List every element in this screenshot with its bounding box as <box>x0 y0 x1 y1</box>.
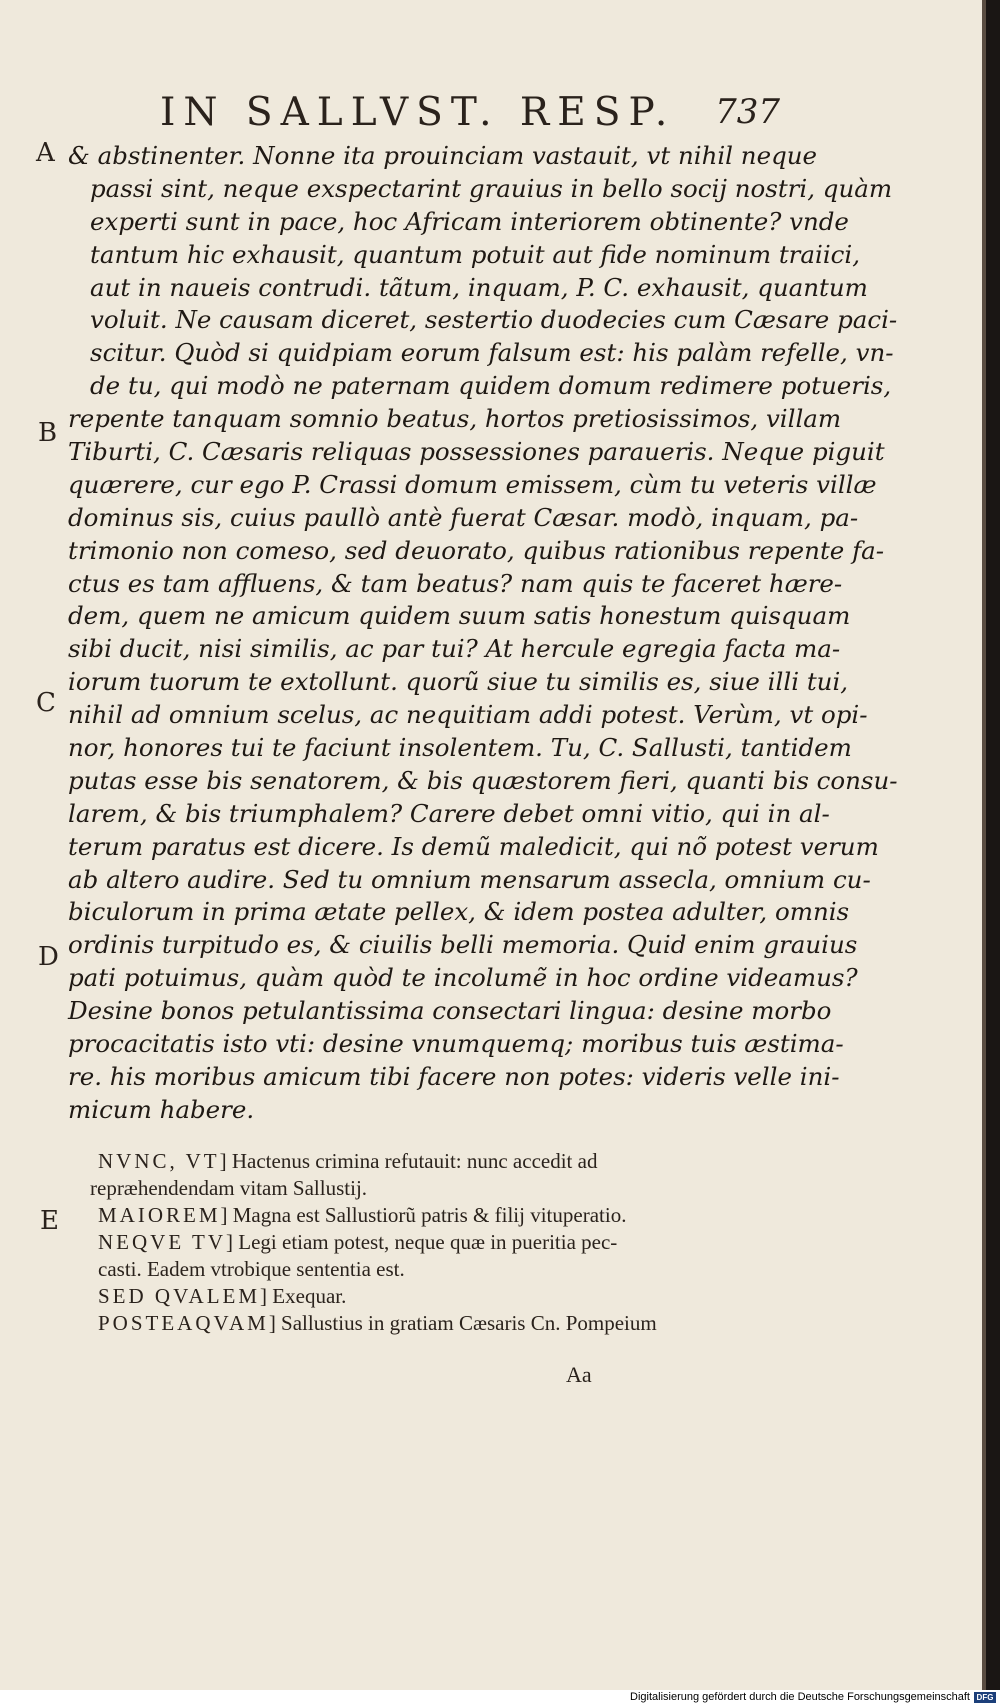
text-line: biculorum in prima ætate pellex, & idem postea adulter, omnis <box>68 897 850 927</box>
text-line: Tiburti, C. Cæsaris reliquas possessiones paraueris. Neque piguit <box>68 437 885 467</box>
text-line: ordinis turpitudo es, & ciuilis belli memoria. Quid enim grauius <box>68 930 858 960</box>
text-line: dominus sis, cuius paullò antè fuerat Cæsar. modò, inquam, pa- <box>68 502 859 532</box>
page-edge <box>982 0 986 1690</box>
page-header <box>160 90 780 140</box>
signature-mark: Aa <box>566 1362 592 1387</box>
page-number: 737 <box>715 92 780 132</box>
text-line: experti sunt in pace, hoc Africam interiorem obtinente? vnde <box>90 206 849 236</box>
note-entry <box>98 1202 748 1229</box>
text-line: trimonio non comeso, sed deuorato, quibus rationibus repente fa- <box>68 535 885 565</box>
note-entry <box>98 1148 748 1175</box>
text-line: nihil ad omnium scelus, ac nequitiam addi potest. Verùm, vt opi- <box>68 700 868 730</box>
text-line: repente tanquam somnio beatus, hortos pretiosissimos, villam <box>68 404 842 434</box>
text-line: Desine bonos petulantissima consectari lingua: desine morbo <box>68 996 832 1026</box>
running-title: IN SALLVST. RESP. <box>160 90 676 135</box>
text-line: sibi ducit, nisi similis, ac par tui? At hercule egregia facta ma- <box>68 634 841 664</box>
text-line: scitur. Quòd si quidpiam eorum falsum est: his palàm refelle, vn- <box>90 338 894 368</box>
dfg-logo-icon: DFG <box>974 1692 996 1703</box>
note-entry <box>98 1283 748 1310</box>
text-line: terum paratus est dicere. Is demũ maledicit, qui nõ potest verum <box>68 831 879 861</box>
main-text-block <box>68 140 898 1127</box>
note-text: ] Exequar. <box>260 1284 347 1308</box>
text-line: iorum tuorum te extollunt. quorũ siue tu similis es, siue illi tui, <box>68 667 849 697</box>
text-line: nor, honores tui te faciunt insolentem. Tu, C. Sallusti, tantidem <box>68 733 852 763</box>
note-continuation: repræhendendam vitam Sallustij. <box>90 1176 368 1200</box>
text-line: procacitatis isto vti: desine vnumquemq; moribus tuis æstima- <box>68 1029 844 1059</box>
text-line: de tu, qui modò ne paternam quidem domum redimere potueris, <box>90 371 892 401</box>
text-line: re. his moribus amicum tibi facere non potes: videris velle ini- <box>68 1061 840 1091</box>
text-line: tantum hic exhausit, quantum potuit aut fide nominum traiici, <box>90 239 861 269</box>
text-line: pati potuimus, quàm quòd te incolumẽ in hoc ordine videamus? <box>68 963 858 993</box>
text-line: aut in naueis contrudi. tãtum, inquam, P. C. exhausit, quantum <box>90 272 868 302</box>
text-line: passi sint, neque exspectarint grauius in bello socij nostri, quàm <box>90 173 893 203</box>
digitization-credit: Digitalisierung gefördert durch die Deutsche Forschungsgemeinschaft <box>630 1691 970 1703</box>
note-lemma: NVNC, VT <box>98 1149 220 1173</box>
note-text: ] Hactenus crimina refutauit: nunc accedit ad <box>219 1149 598 1173</box>
margin-marker-b: B <box>38 418 58 448</box>
margin-marker-a: A <box>36 138 55 168</box>
note-entry <box>98 1310 748 1337</box>
margin-marker-e: E <box>40 1206 59 1236</box>
note-text: ] Legi etiam potest, neque quæ in pueritia pec- <box>226 1230 618 1254</box>
text-line: ctus es tam affluens, & tam beatus? nam quis te faceret hære- <box>68 568 843 598</box>
text-line: dem, quem ne amicum quidem suum satis honestum quisquam <box>68 601 851 631</box>
annotation-notes <box>90 1148 748 1337</box>
text-line: larem, & bis triumphalem? Carere debet omni vitio, qui in al- <box>68 798 830 828</box>
margin-marker-c: C <box>36 688 56 718</box>
note-lemma: SED QVALEM <box>98 1284 261 1308</box>
note-lemma: NEQVE TV <box>98 1230 227 1254</box>
note-text: ] Sallustius in gratiam Cæsaris Cn. Pompeium <box>268 1311 657 1335</box>
text-line: micum habere. <box>68 1094 255 1124</box>
text-line: putas esse bis senatorem, & bis quæstorem fieri, quanti bis consu- <box>68 765 898 795</box>
margin-marker-d: D <box>38 942 59 972</box>
note-continuation: casti. Eadem vtrobique sententia est. <box>98 1257 405 1281</box>
note-lemma: MAIOREM <box>98 1203 221 1227</box>
text-line: ab altero audire. Sed tu omnium mensarum assecla, omnium cu- <box>68 864 871 894</box>
footer-bar <box>0 1690 1000 1707</box>
text-line: & abstinenter. Nonne ita prouinciam vastauit, vt nihil neque <box>68 141 818 170</box>
note-text: ] Magna est Sallustiorũ patris & filij vituperatio. <box>220 1203 627 1227</box>
note-entry <box>98 1229 748 1256</box>
note-lemma: POSTEAQVAM <box>98 1311 269 1335</box>
text-line: quærere, cur ego P. Crassi domum emissem, cùm tu veteris villæ <box>68 469 877 499</box>
text-line: voluit. Ne causam diceret, sestertio duodecies cum Cæsare paci- <box>90 305 898 335</box>
